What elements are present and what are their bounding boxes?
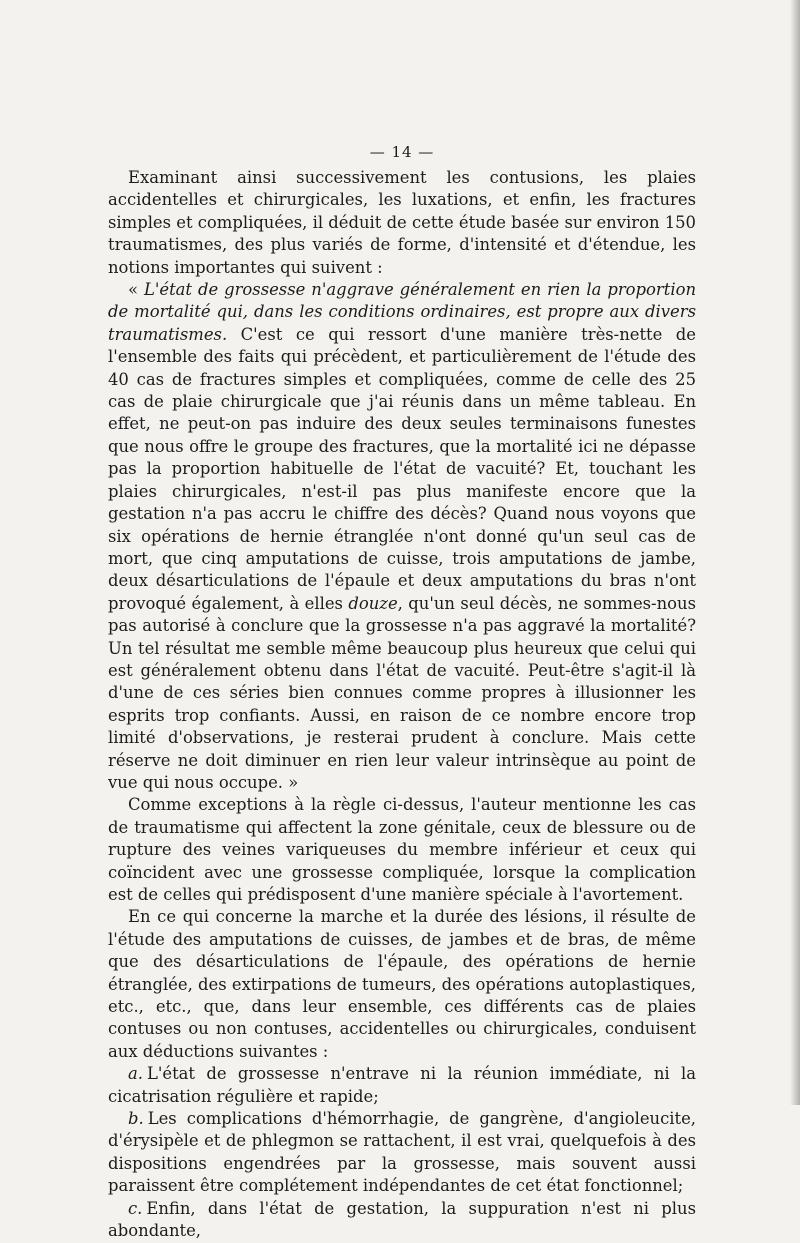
page-edge-shadow bbox=[790, 0, 800, 1105]
italic-text-segment: L'état de grossesse n'aggrave généralement en rien la proportion de mortalité qui, dans les conditions ordinaires, est propre aux divers traumatismes. bbox=[108, 280, 696, 344]
list-marker: a. bbox=[128, 1064, 143, 1084]
text-segment: Comme exceptions à la règle ci-dessus, l'auteur mentionne les cas de traumatisme qui affectent la zone génitale, ceux de blessure ou de rupture des veines variqueuses du membre inférieur et ceux qui coïncident avec une grossesse compliquée, lorsque la complication est de celles qui prédisposent d'une manière spéciale à l'avortement. bbox=[108, 795, 696, 904]
text-segment: C'est ce qui ressort d'une manière très-nette de l'ensemble des faits qui précèdent, et particulièrement de l'étude des 40 cas de fractures simples et compliquées, comme de celle des 25 cas de plaie chirurgicale que j'ai réunis dans un même tableau. En effet, ne peut-on pas induire des deux seules terminaisons funestes que nous offre le groupe des fractures, que la mortalité ici ne dépasse pas la proportion habituelle de l'état de vacuité? Et, touchant les plaies chirurgicales, n'est-il pas plus manifeste encore que la gestation n'a pas accru le chiffre des décès? Quand nous voyons que six opérations de hernie étranglée n'ont donné qu'un seul cas de mort, que cinq amputations de cuisse, trois amputations de jambe, deux désarticulations de l'épaule et deux amputations du bras n'ont provoqué également, à elles bbox=[108, 324, 696, 613]
text-segment: « bbox=[128, 280, 144, 300]
paragraph bbox=[108, 167, 696, 279]
list-item-text: Enfin, dans l'état de gestation, la suppuration n'est ni plus abondante, bbox=[108, 1198, 696, 1241]
conclusions-list bbox=[108, 1063, 696, 1242]
list-item-text: L'état de grossesse n'entrave ni la réunion immédiate, ni la cicatrisation régulière et rapide; bbox=[108, 1064, 696, 1106]
list-marker: c. bbox=[128, 1198, 143, 1218]
list-item bbox=[108, 1063, 696, 1108]
list-marker: b. bbox=[128, 1109, 144, 1129]
text-segment: En ce qui concerne la marche et la durée des lésions, il résulte de l'étude des amputations de cuisses, de jambes et de bras, de même que des désarticulations de l'épaule, des opérations de hernie étranglée, des extirpations de tumeurs, des opérations autoplastiques, etc., etc., que, dans leur ensemble, ces différents cas de plaies contuses ou non contuses, accidentelles ou chirurgicales, conduisent aux déductions suivantes : bbox=[108, 907, 696, 1061]
paragraph bbox=[108, 279, 696, 794]
page-number: — 14 — bbox=[369, 143, 435, 161]
text-segment: , qu'un seul décès, ne sommes-nous pas autorisé à conclure que la grossesse n'a pas aggravé la mortalité? Un tel résultat me semble même beaucoup plus heureux que celui qui est généralement obtenu dans l'état de vacuité. Peut-être s'agit-il là d'une de ces séries bien connues comme propres à illusionner les esprits trop confiants. Aussi, en raison de ce nombre encore trop limité d'observations, je resterai prudent à conclure. Mais cette réserve ne doit diminuer en rien leur valeur intrinsèque au point de vue qui nous occupe. » bbox=[108, 593, 696, 792]
italic-text-segment: douze bbox=[348, 593, 398, 613]
list-item bbox=[108, 1198, 696, 1243]
list-item bbox=[108, 1108, 696, 1198]
paragraph bbox=[108, 906, 696, 1063]
paragraph bbox=[108, 794, 696, 906]
body-text bbox=[108, 167, 696, 1063]
text-segment: Examinant ainsi successivement les contusions, les plaies accidentelles et chirurgicales, les luxations, et enfin, les fractures simples et compliquées, il déduit de cette étude basée sur environ 150 traumatismes, des plus variés de forme, d'intensité et d'étendue, les notions importantes qui suivent : bbox=[108, 168, 696, 277]
list-item-text: Les complications d'hémorrhagie, de gangrène, d'angioleucite, d'érysipèle et de phlegmon se rattachent, il est vrai, quelquefois à des dispositions engendrées par la grossesse, mais souvent aussi paraissent être complétement indépendantes de cet état fonctionnel; bbox=[108, 1109, 696, 1196]
